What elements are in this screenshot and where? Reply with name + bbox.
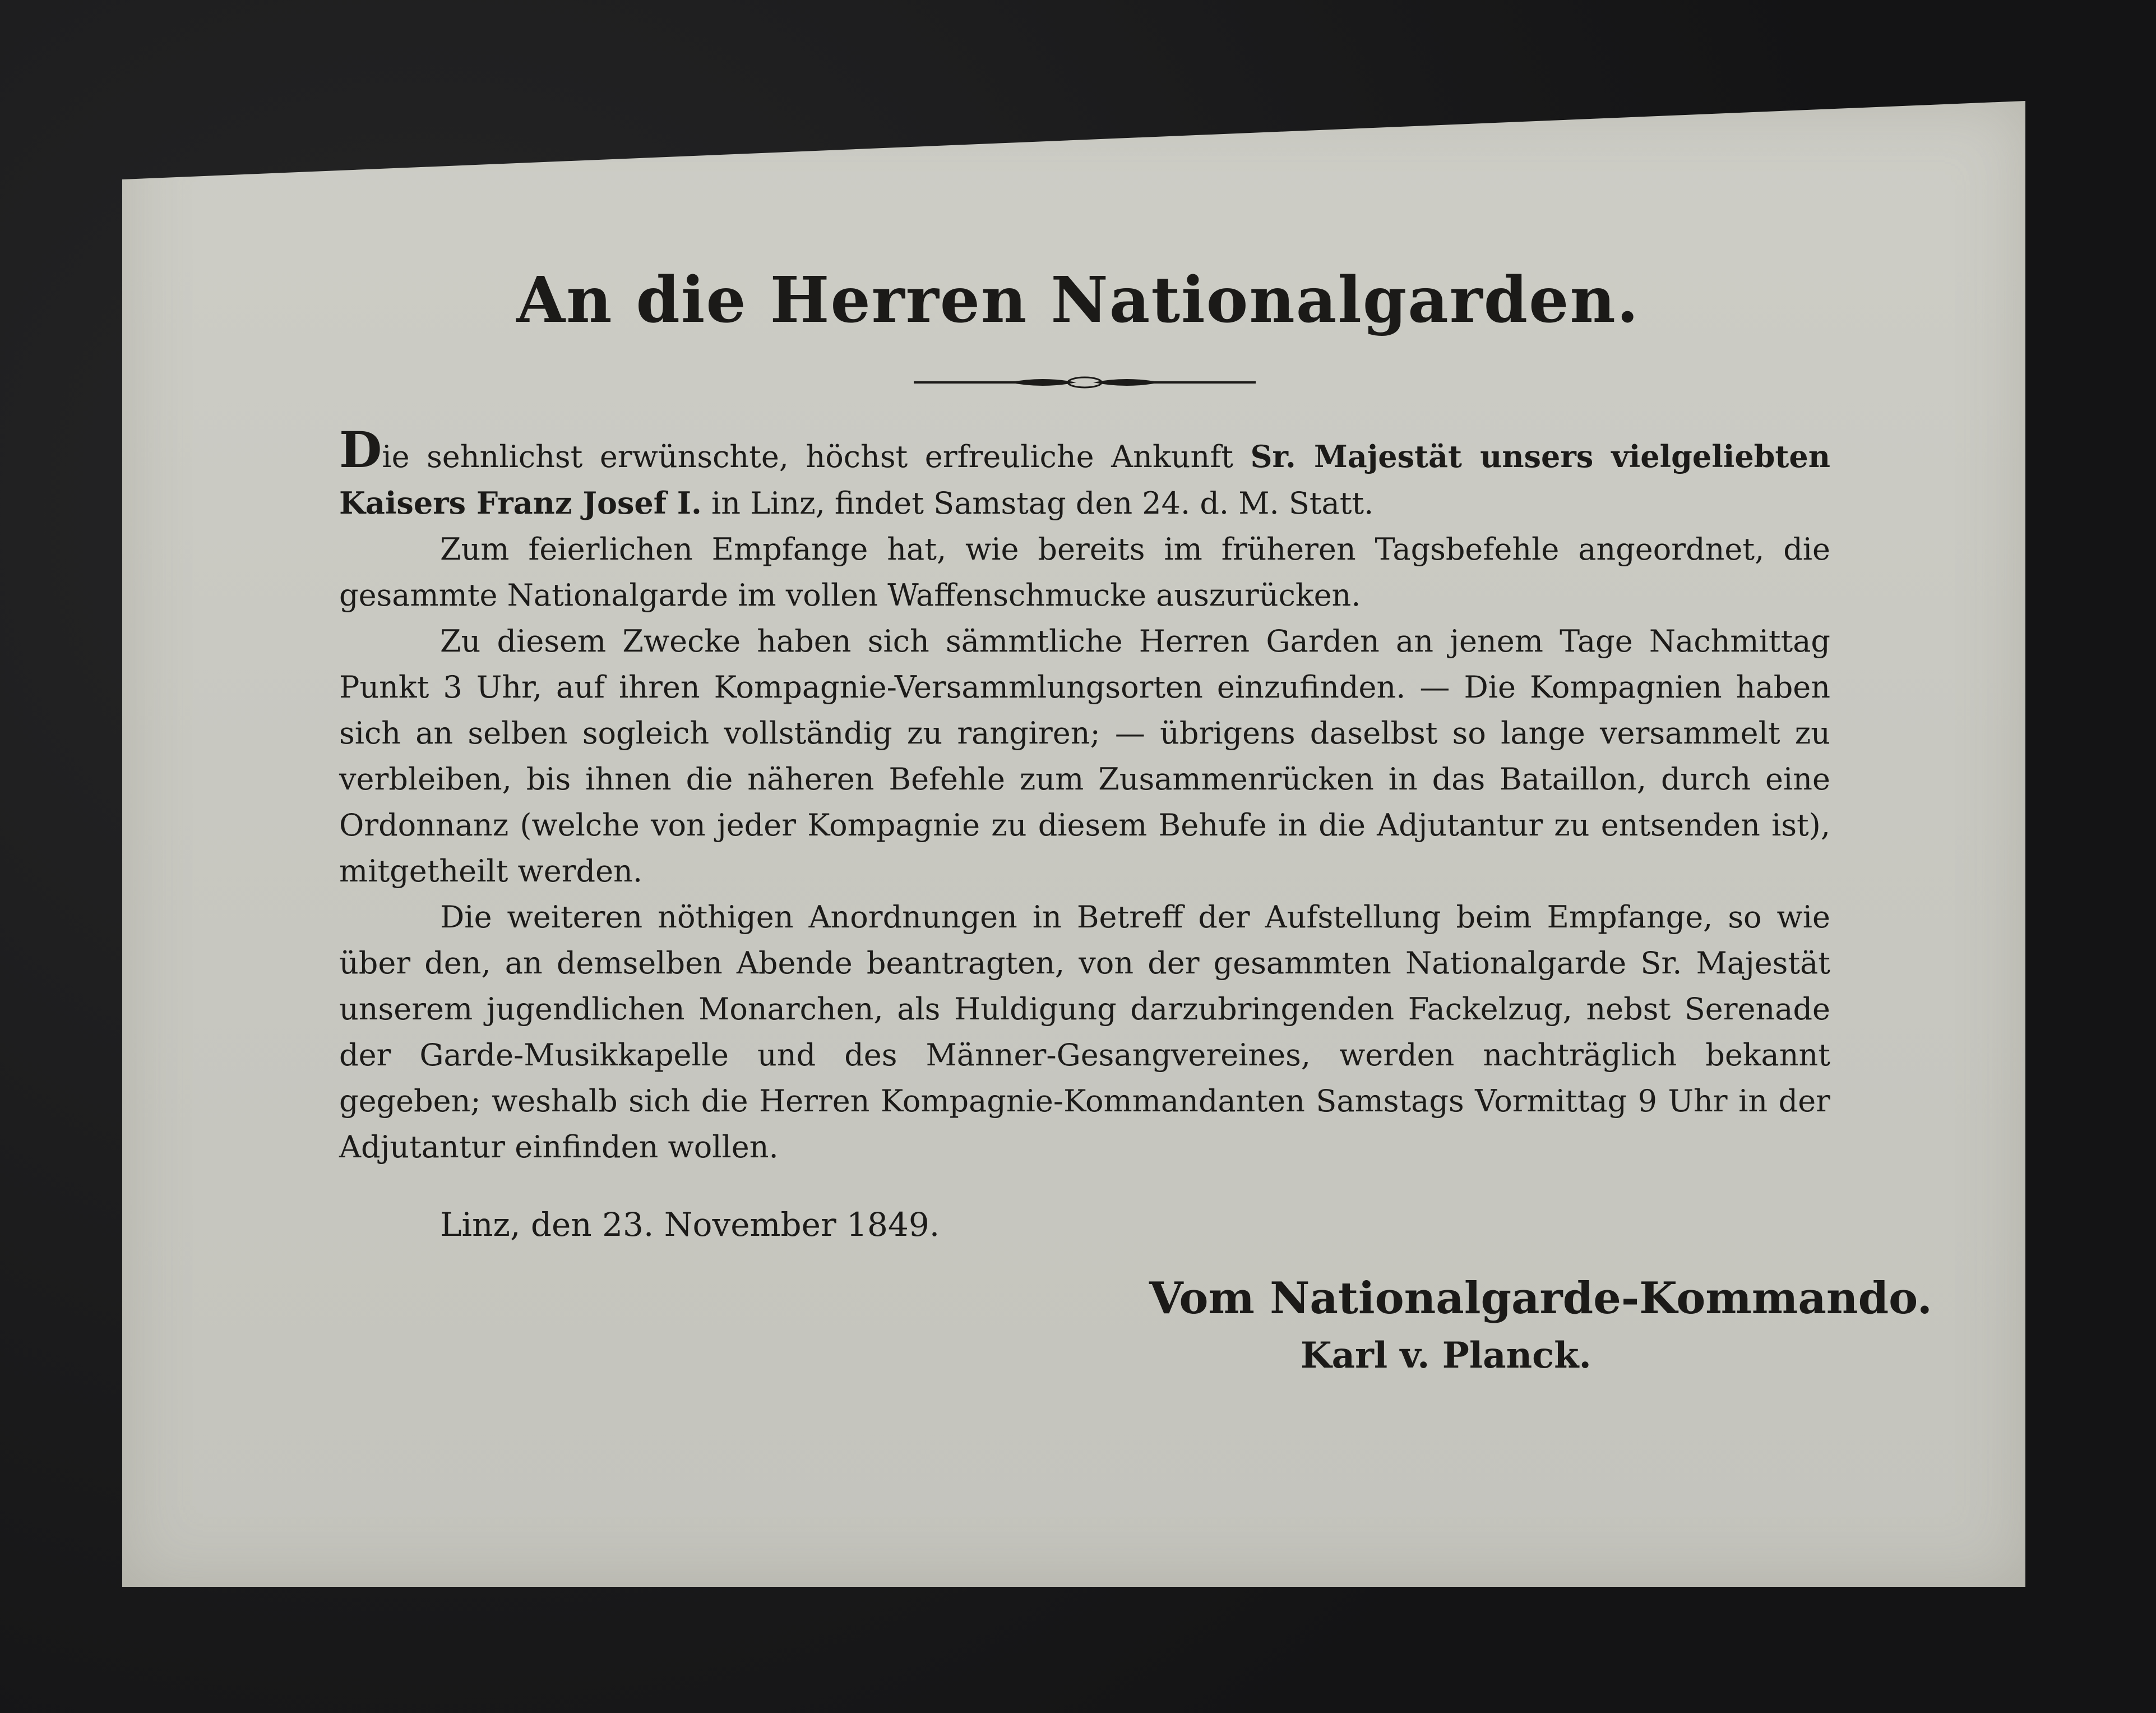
- paragraph-3: Zu diesem Zwecke haben sich sämmtliche Herren Garden an jenem Tage Nachmittag Punkt 3 Uhr, auf ihren Kompagnie-Versammlungsorten einzufinden. — Die Kompagnien haben sich an selben sogleich vollständig zu rangiren; — übrigens daselbst so lange versammelt zu verbleiben, bis ihnen die näheren Befehle zum Zusammenrücken in das Bataillon, durch eine Ordonnanz (welche von jeder Kompagnie zu diesem Behufe in die Adjutantur zu entsenden ist), mitgetheilt werden.: [339, 624, 1830, 889]
- ornamental-rule: [914, 371, 1256, 394]
- document-title: An die Herren Nationalgarden.: [516, 264, 1640, 337]
- paragraph-1-part-c: in Linz, findet Samstag den 24. d. M. Statt.: [701, 486, 1374, 521]
- paragraph-1: [339, 421, 1830, 527]
- paragraph-2: Zum feierlichen Empfange hat, wie bereits im früheren Tagsbefehle angeordnet, die gesammte Nationalgarde im vollen Waffenschmucke auszurücken.: [339, 532, 1830, 613]
- body-text: [339, 421, 1830, 1170]
- dateline: Linz, den 23. November 1849.: [440, 1206, 940, 1244]
- paragraph-4: Die weiteren nöthigen Anordnungen in Betreff der Aufstellung beim Empfange, so wie über den, an demselben Abende beantragten, von der gesammten Nationalgarde Sr. Majestät unserem jugendlichen Monarchen, als Huldigung darzubringenden Fackelzug, nebst Serenade der Garde-Musikkapelle und des Männer-Gesangvereines, werden nachträglich bekannt gegeben; weshalb sich die Herren Kompagnie-Kommandanten Samstags Vormittag 9 Uhr in der Adjutantur einfinden wollen.: [339, 899, 1830, 1165]
- signature-organization: Vom Nationalgarde-Kommando.: [1149, 1273, 1932, 1324]
- paragraph-1-part-a: ie sehnlichst erwünschte, höchst erfreuliche Ankunft: [382, 439, 1251, 474]
- paragraph-1-emperor: Sr. Majestät unsers vielgeliebten Kaisers Franz Josef I.: [339, 438, 1830, 521]
- signature-name: Karl v. Planck.: [1301, 1335, 1591, 1377]
- drop-cap: D: [339, 421, 382, 479]
